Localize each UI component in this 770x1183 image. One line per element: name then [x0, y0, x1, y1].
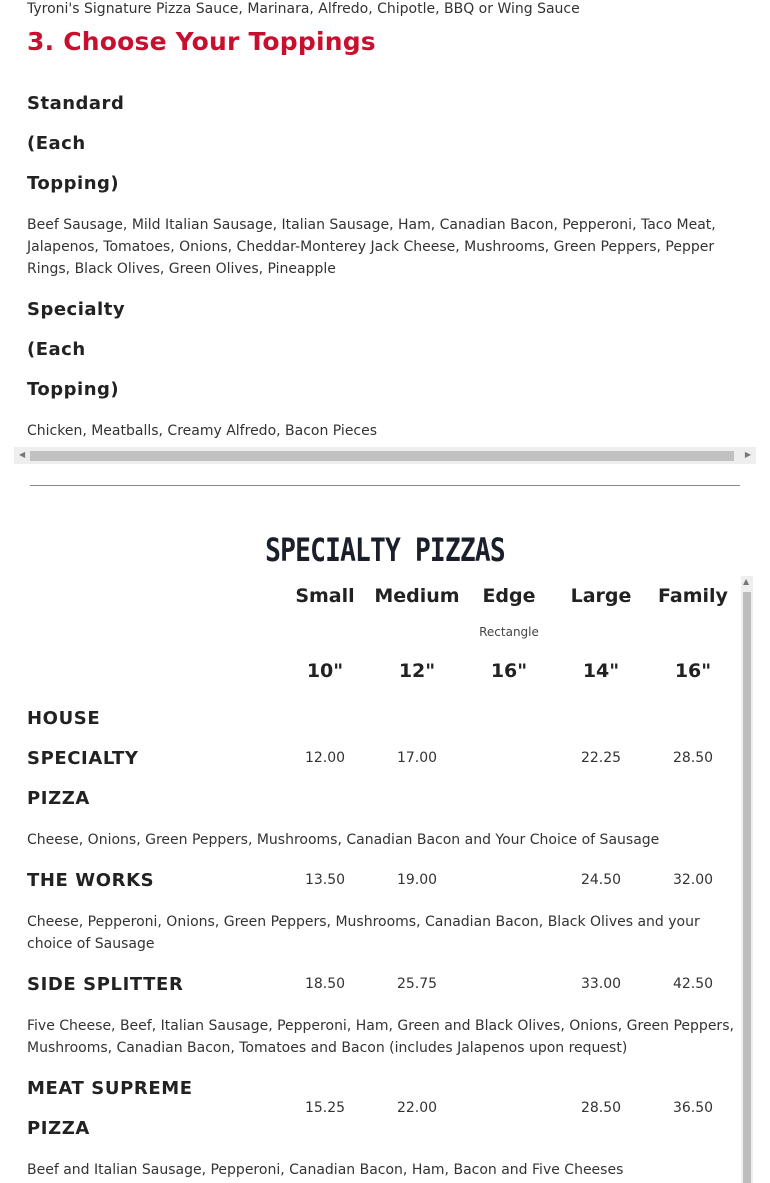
size-header-small: Small [295, 585, 355, 607]
price-large: 24.50 [580, 872, 622, 888]
price-large: 33.00 [580, 976, 622, 992]
size-inches-medium: 12" [398, 660, 436, 682]
pizza-name-line: THE WORKS [27, 870, 155, 891]
price-medium: 22.00 [396, 1100, 438, 1116]
price-large: 22.25 [580, 750, 622, 766]
tier-label-line: (Each [27, 339, 86, 360]
price-family: 28.50 [672, 750, 714, 766]
tier-label-standard [27, 84, 147, 204]
price-medium: 19.00 [396, 872, 438, 888]
vertical-scrollbar[interactable] [741, 576, 753, 1183]
price-large: 28.50 [580, 1100, 622, 1116]
toppings-heading: 3. Choose Your Toppings [27, 27, 376, 56]
tier-label-line: Topping) [27, 173, 120, 194]
scroll-left-arrow-icon[interactable]: ◀ [19, 450, 26, 459]
horizontal-scroll-thumb[interactable] [30, 451, 734, 461]
price-small: 12.00 [304, 750, 346, 766]
price-family: 42.50 [672, 976, 714, 992]
size-header-large: Large [570, 585, 632, 607]
size-inches-large: 14" [582, 660, 620, 682]
scroll-up-arrow-icon[interactable]: ▲ [743, 577, 750, 586]
size-inches-small: 10" [306, 660, 344, 682]
size-inches-family: 16" [674, 660, 712, 682]
pizza-description: Five Cheese, Beef, Italian Sausage, Pepperoni, Ham, Green and Black Olives, Onions, Green Peppers, Mushrooms, Canadian Bacon, Tomatoes and Bacon (includes Jalapenos upon request) [27, 1018, 734, 1056]
pizza-name-line: MEAT SUPREME [27, 1078, 193, 1099]
price-family: 32.00 [672, 872, 714, 888]
size-header-family: Family [658, 585, 728, 607]
pizza-name-line: HOUSE [27, 708, 101, 729]
pizza-name-side-splitter [27, 965, 207, 1005]
sauce-options: Tyroni's Signature Pizza Sauce, Marinara, Alfredo, Chipotle, BBQ or Wing Sauce [27, 1, 580, 17]
size-header-edge: Edge [482, 585, 536, 607]
standard-toppings-list: Beef Sausage, Mild Italian Sausage, Italian Sausage, Ham, Canadian Bacon, Pepperoni, Taco Meat, Jalapenos, Tomatoes, Onions, Cheddar-Monterey Jack Cheese, Mushrooms, Green Peppers, Pepper Rings, Black Olives, Green Olives, Pineapple [27, 217, 716, 277]
size-note-edge: Rectangle [479, 625, 539, 639]
price-small: 13.50 [304, 872, 346, 888]
pizza-name-meat-supreme [27, 1069, 207, 1149]
section-divider [30, 485, 740, 486]
pizza-name-line: PIZZA [27, 1118, 90, 1139]
scroll-right-arrow-icon[interactable]: ▶ [744, 450, 751, 459]
pizza-name-line: SPECIALTY [27, 748, 139, 769]
tier-label-line: Topping) [27, 379, 120, 400]
pizza-name-line: PIZZA [27, 788, 90, 809]
pizza-description: Beef and Italian Sausage, Pepperoni, Canadian Bacon, Ham, Bacon and Five Cheeses [27, 1162, 624, 1178]
price-medium: 17.00 [396, 750, 438, 766]
size-header-medium: Medium [374, 585, 460, 607]
pizza-description: Cheese, Onions, Green Peppers, Mushrooms, Canadian Bacon and Your Choice of Sausage [27, 832, 660, 848]
tier-label-specialty [27, 290, 147, 410]
pizza-name-house-specialty [27, 699, 207, 819]
price-small: 15.25 [304, 1100, 346, 1116]
price-medium: 25.75 [396, 976, 438, 992]
pizza-name-line: SIDE SPLITTER [27, 974, 184, 995]
pizza-description: Cheese, Pepperoni, Onions, Green Peppers, Mushrooms, Canadian Bacon, Black Olives and your choice of Sausage [27, 914, 700, 952]
price-small: 18.50 [304, 976, 346, 992]
vertical-scroll-thumb[interactable] [743, 592, 751, 1183]
size-inches-edge: 16" [490, 660, 528, 682]
pizza-name-the-works [27, 861, 207, 901]
horizontal-scrollbar[interactable] [14, 447, 756, 464]
price-family: 36.50 [672, 1100, 714, 1116]
specialty-pizzas-title: SPECIALTY PIZZAS [265, 531, 505, 569]
tier-label-line: (Each [27, 133, 86, 154]
specialty-toppings-list: Chicken, Meatballs, Creamy Alfredo, Bacon Pieces [27, 423, 378, 439]
tier-label-line: Standard [27, 93, 125, 114]
tier-label-line: Specialty [27, 299, 126, 320]
